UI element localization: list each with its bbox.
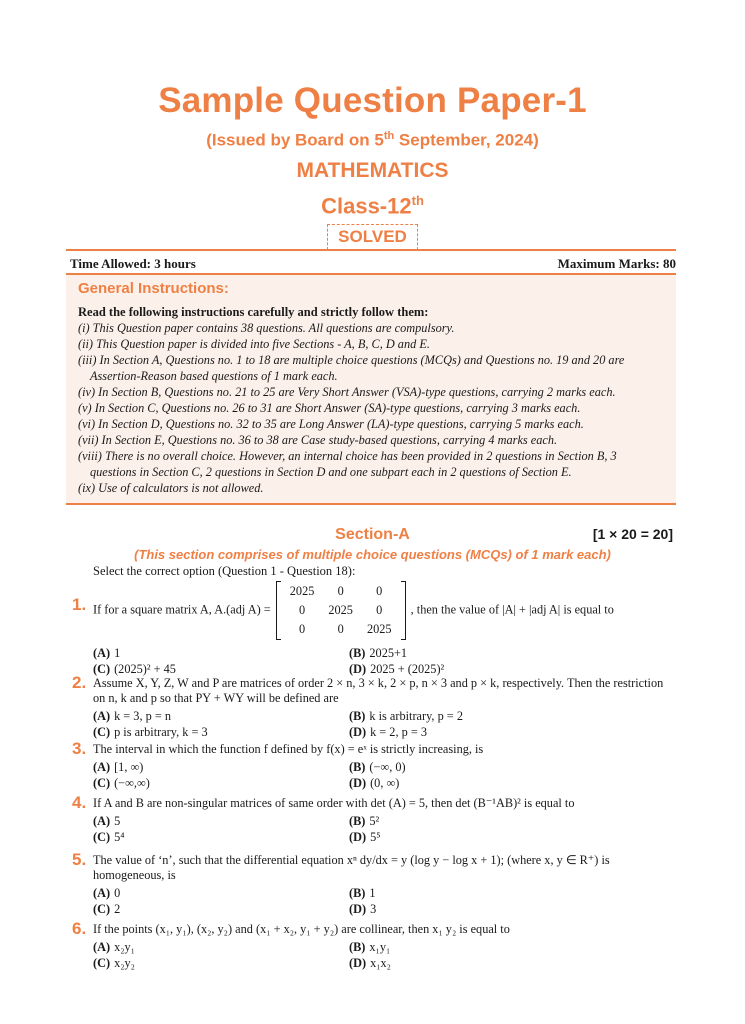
issued-sup: th [383, 130, 395, 142]
question-5 [72, 850, 678, 917]
instruction-item: (vi) In Section D, Questions no. 32 to 35 are Long Answer (LA)-type questions, carrying 5 marks each. [78, 417, 584, 431]
meta-row [70, 256, 676, 272]
question-text [93, 581, 678, 640]
option-label: (A) [93, 814, 111, 828]
matrix-cell: 0 [337, 584, 344, 598]
options [93, 760, 678, 791]
question-text: The interval in which the function f defined by f(x) = eˣ is strictly increasing, is [93, 742, 484, 756]
instruction-item: (ii) This Question paper is divided into five Sections - A, B, C, D and E. [78, 337, 430, 351]
matrix-cell: 0 [376, 603, 383, 617]
option-label: (B) [349, 760, 366, 774]
maximum-marks: Maximum Marks: 80 [557, 256, 676, 271]
paper-header [0, 80, 745, 250]
solved-badge: SOLVED [327, 224, 418, 250]
option-label: (C) [93, 902, 111, 916]
section-subtitle: (This section comprises of multiple choice questions (MCQs) of 1 mark each) [134, 547, 611, 562]
option-label: (B) [349, 940, 366, 954]
issued-pre: (Issued by Board on 5 [206, 130, 384, 150]
question-1 [72, 581, 678, 677]
option-d[interactable] [349, 830, 649, 845]
option-b[interactable] [349, 646, 649, 661]
question-2 [72, 673, 678, 740]
option-text: 2 [114, 902, 121, 916]
question-text: If the points (x₁, y₁), (x₂, y₂) and (x₁ + x₂, y₁ + y₂) are collinear, then x₁ y₂ is equal to [93, 922, 510, 936]
option-a[interactable] [93, 886, 349, 901]
option-d[interactable] [349, 776, 649, 791]
instruction-item: (ix) Use of calculators is not allowed. [78, 481, 264, 495]
option-text: x₂y₂ [114, 956, 135, 970]
section-title: Section-A [335, 526, 410, 543]
options [93, 886, 678, 917]
option-text: p is arbitrary, k = 3 [114, 725, 208, 739]
option-d[interactable] [349, 902, 649, 917]
paper-title: Sample Question Paper-1 [158, 81, 587, 120]
option-text: k = 2, p = 3 [370, 725, 427, 739]
option-a[interactable] [93, 646, 349, 661]
matrix [276, 581, 406, 640]
options [93, 940, 678, 971]
option-text: 0 [114, 886, 121, 900]
option-text: 5 [114, 814, 121, 828]
option-label: (D) [349, 902, 367, 916]
option-label: (B) [349, 814, 366, 828]
option-label: (C) [93, 830, 111, 844]
instructions-title: General Instructions: [78, 280, 229, 297]
class-sup: th [411, 192, 424, 208]
option-label: (A) [93, 940, 111, 954]
option-a[interactable] [93, 760, 349, 775]
option-text: k is arbitrary, p = 2 [369, 709, 463, 723]
class-label: Class-12 [321, 192, 412, 218]
option-a[interactable] [93, 709, 349, 724]
option-b[interactable] [349, 709, 649, 724]
option-b[interactable] [349, 814, 649, 829]
matrix-cell: 0 [376, 584, 383, 598]
options [93, 814, 678, 845]
option-text: 5⁴ [114, 830, 125, 844]
option-c[interactable] [93, 830, 349, 845]
issued-date [0, 124, 745, 153]
issued-post: September, 2024) [394, 130, 539, 150]
option-label: (D) [349, 956, 367, 970]
option-b[interactable] [349, 760, 649, 775]
question-number: 6. [72, 919, 87, 938]
option-label: (D) [349, 776, 367, 790]
option-text: [1, ∞) [114, 760, 144, 774]
question-number: 2. [72, 673, 87, 692]
subject-title: MATHEMATICS [296, 158, 449, 182]
option-a[interactable] [93, 940, 349, 955]
option-d[interactable] [349, 725, 649, 740]
matrix-cell: 2025 [366, 622, 392, 636]
option-text: x₂y₁ [114, 940, 135, 954]
option-label: (B) [349, 886, 366, 900]
question-number: 4. [72, 793, 87, 812]
option-b[interactable] [349, 886, 649, 901]
option-label: (C) [93, 662, 111, 676]
question-text-post: , then the value of |A| + |adj A| is equal to [410, 602, 614, 617]
option-text: k = 3, p = n [114, 709, 171, 723]
question-number: 1. [72, 595, 87, 614]
section-marks: [1 × 20 = 20] [592, 526, 673, 542]
question-number: 5. [72, 850, 87, 869]
option-label: (C) [93, 776, 111, 790]
question-6 [72, 919, 678, 971]
options [93, 646, 678, 677]
option-text: (−∞, 0) [369, 760, 406, 774]
matrix-cell: 0 [298, 603, 306, 617]
option-c[interactable] [93, 902, 349, 917]
option-text: 1 [369, 886, 376, 900]
options [93, 709, 678, 740]
matrix-cell: 0 [298, 622, 306, 636]
option-text: 2025+1 [369, 646, 408, 660]
option-text: (−∞,∞) [114, 776, 150, 790]
option-text: 5² [369, 814, 380, 828]
option-label: (A) [93, 709, 111, 723]
option-d[interactable] [349, 956, 649, 971]
question-number: 3. [72, 739, 87, 758]
question-text: Assume X, Y, Z, W and P are matrices of order 2 × n, 3 × k, 2 × p, n × 3 and p × k, respectively. Then the restriction on n, k and p so that PY + WY will be defined are [93, 676, 664, 705]
option-label: (C) [93, 725, 111, 739]
option-a[interactable] [93, 814, 349, 829]
option-label: (D) [349, 830, 367, 844]
option-label: (C) [93, 956, 111, 970]
option-b[interactable] [349, 940, 649, 955]
option-label: (A) [93, 760, 111, 774]
option-c[interactable] [93, 662, 349, 677]
option-text: (0, ∞) [370, 776, 400, 790]
option-label: (A) [93, 886, 111, 900]
instruction-item: (iv) In Section B, Questions no. 21 to 25 are Very Short Answer (VSA)-type questions, carrying 2 marks each. [78, 385, 616, 399]
option-label: (D) [349, 725, 367, 739]
class-title [0, 187, 745, 220]
instruction-item: (v) In Section C, Questions no. 26 to 31 are Short Answer (SA)-type questions, carrying 3 marks each. [78, 401, 581, 415]
question-4 [72, 793, 678, 845]
instruction-item: (iii) In Section A, Questions no. 1 to 18 are multiple choice questions (MCQs) and Questions no. 19 and 20 are Assertion-Reason based questions of 1 mark each. [78, 353, 625, 383]
option-c[interactable] [93, 725, 349, 740]
question-text: The value of ‘n’, such that the differential equation xⁿ dy/dx = y (log y − log x + 1); (where x, y ∈ R⁺) is homogeneous, is [93, 853, 610, 882]
option-text: 1 [114, 646, 121, 660]
option-c[interactable] [93, 956, 349, 971]
time-allowed: Time Allowed: 3 hours [70, 256, 196, 271]
option-text: 3 [370, 902, 377, 916]
instruction-item: (vii) In Section E, Questions no. 36 to 38 are Case study-based questions, carrying 4 marks each. [78, 433, 558, 447]
option-label: (D) [349, 662, 367, 676]
instructions-lead: Read the following instructions carefully and strictly follow them: [78, 305, 429, 319]
instructions-list [78, 320, 666, 496]
general-instructions [66, 273, 676, 505]
option-d[interactable] [349, 662, 649, 677]
question-3 [72, 739, 678, 791]
matrix-cell: 2025 [289, 584, 315, 598]
option-text: x₁x₂ [370, 956, 391, 970]
option-text: 2025 + (2025)² [370, 662, 445, 676]
question-text: If A and B are non-singular matrices of same order with det (A) = 5, then det (B⁻¹AB)² is equal to [93, 796, 575, 810]
header-divider [66, 249, 676, 251]
instruction-item: (viii) There is no overall choice. However, an internal choice has been provided in 2 questions in Section B, 3 questions in Section C, 2 questions in Section D and one subpart each in 2 questions of Section E. [78, 449, 617, 479]
option-text: (2025)² + 45 [114, 662, 176, 676]
matrix-cell: 0 [337, 622, 344, 636]
question-text-pre: If for a square matrix A, A.(adj A) = [93, 602, 271, 617]
option-text: 5⁵ [370, 830, 381, 844]
matrix-cell: 2025 [328, 603, 353, 617]
select-instruction: Select the correct option (Question 1 - Question 18): [93, 564, 356, 578]
option-label: (A) [93, 646, 111, 660]
option-label: (B) [349, 709, 366, 723]
option-c[interactable] [93, 776, 349, 791]
instruction-item: (i) This Question paper contains 38 questions. All questions are compulsory. [78, 321, 455, 335]
option-label: (B) [349, 646, 366, 660]
option-text: x₁y₁ [369, 940, 391, 954]
